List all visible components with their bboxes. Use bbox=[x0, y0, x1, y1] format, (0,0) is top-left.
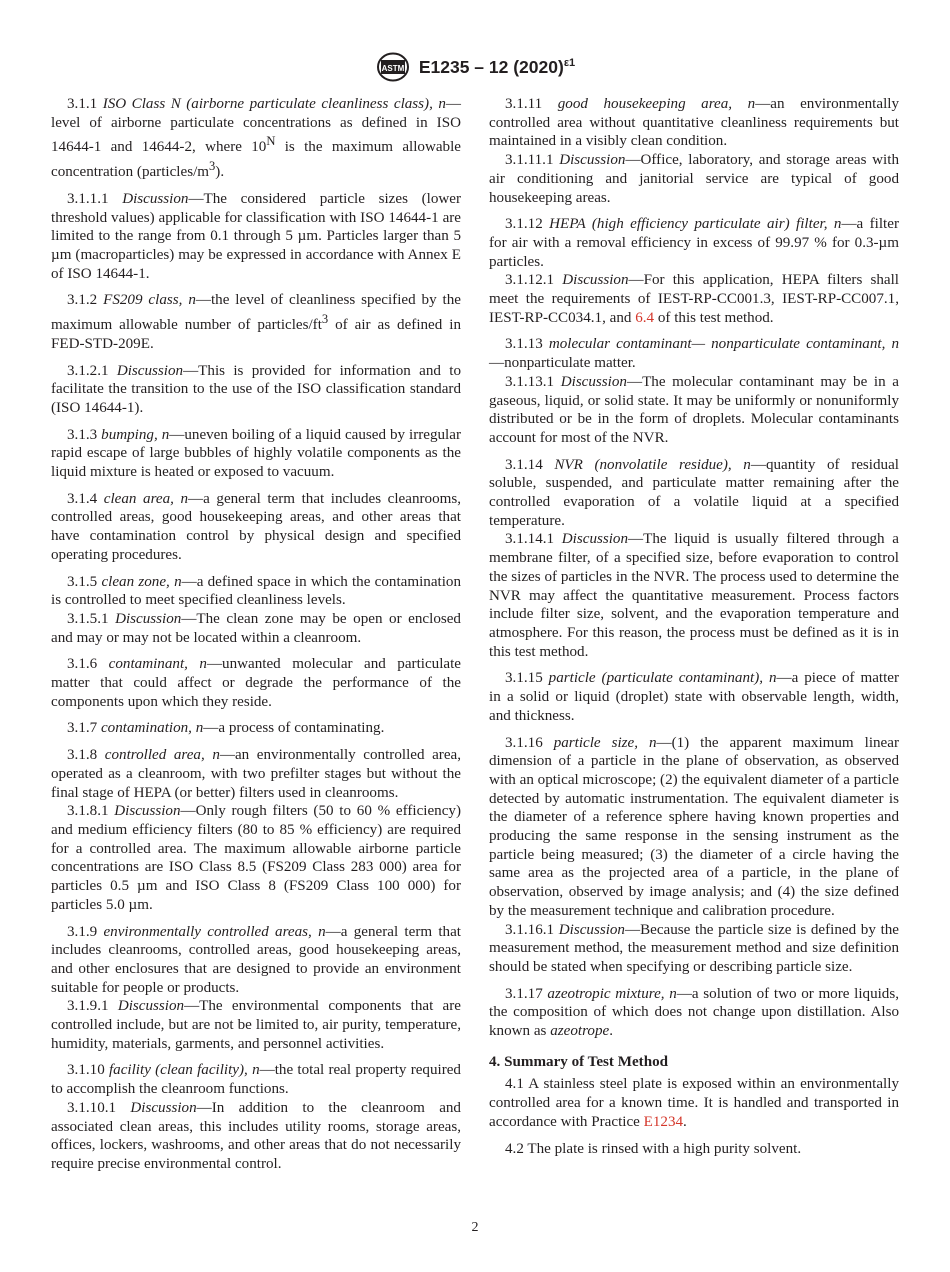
definition-3-1-10-1: 3.1.10.1 Discussion—In addition to the cleanroom and associated clean areas, this includes utility rooms, storage areas, offices, lockers, washrooms, and other areas that do not necessarily require precise environmental control. bbox=[51, 1099, 461, 1172]
definition-3-1-2: 3.1.2 FS209 class, n—the level of cleanliness specified by the maximum allowable number of particles/$ft^3$ of air as defined in FED-STD-209E. bbox=[51, 292, 461, 352]
definition-3-1-16: 3.1.16 particle size, n—(1) the apparent maximum linear dimension of a particle in the plane of observation, as observed with an optical microscope; (2) the equivalent diameter of a particle detected by automatic instrumentation. The equivalent diameter is the diameter of a reference sphere having known properties and producing the same response in the sensing instrument as the particle being measured; (3) the diameter of a circle having the same area as the projected area of a particle, in the plane of observation, observed by image analysis; and (4) the size defined by the measurement technique and calibration procedure. bbox=[489, 734, 899, 919]
definition-3-1-11: 3.1.11 good housekeeping area, n—an environmentally controlled area without quantitative cleanliness requirements but maintained in a visibly clean condition. bbox=[489, 96, 899, 150]
paragraph-4-2: 4.2 The plate is rinsed with a high purity solvent. bbox=[505, 1140, 802, 1157]
definition-3-1-17: 3.1.17 azeotropic mixture, n—a solution of two or more liquids, the composition of which does not change upon distillation. Also known as azeotrope. bbox=[489, 985, 899, 1040]
practice-e1234-link[interactable]: E1234 bbox=[643, 1113, 684, 1130]
definition-3-1-13: 3.1.13 molecular contaminant— nonparticulate contaminant, n—nonparticulate matter. bbox=[489, 336, 899, 372]
definition-3-1-16-1: 3.1.16.1 Discussion—Because the particle size is defined by the measurement method, the measurement method and size definition should be stated when specifying or describing particle size. bbox=[489, 921, 900, 975]
designation-superscript: ε1 bbox=[563, 56, 576, 69]
definition-3-1-5: 3.1.5 clean zone, n—a defined space in which the contamination is controlled to meet specified cleanliness levels. bbox=[51, 573, 462, 609]
definition-3-1-9: 3.1.9 environmentally controlled areas, n—a general term that includes cleanrooms, controlled areas, good housekeeping areas, and other enclosures that are designed to provide an environment suitable for people or products. bbox=[51, 923, 462, 996]
definition-3-1-8: 3.1.8 controlled area, n—an environmentally controlled area, operated as a cleanroom, with two prefilter stages but without the final stage of HEPA (or better) filters used in cleanrooms. bbox=[51, 747, 461, 801]
right-column bbox=[489, 95, 899, 1166]
definition-3-1-3: 3.1.3 bumping, n—uneven boiling of a liquid caused by irregular rapid escape of large bubbles of highly volatile components as the liquid mixture is heated or exposed to vacuum. bbox=[51, 426, 461, 481]
document-designation: E1235 – 12 $(2020)^{\varepsilon 1}$ bbox=[418, 56, 576, 77]
definition-3-1-2-1: 3.1.2.1 Discussion—This is provided for information and to facilitate the transition to the use of the ISO classification standard (ISO 14644-1). bbox=[51, 362, 461, 416]
section-6-4-link[interactable]: 6.4 bbox=[635, 309, 655, 326]
definition-3-1-1: 3.1.1 ISO Class N (airborne particulate cleanliness class), n—level of airborne particulate concentrations as defined in ISO 14644-1 and 14644-2, where $10^N$ is the maximum allowable concentration $(particles/m^3)$. bbox=[51, 96, 461, 181]
definition-3-1-8-1: 3.1.8.1 Discussion—Only rough filters (50 to 60 % efficiency) and medium efficiency filters (80 to 85 % efficiency) are required for a controlled area. The maximum allowable airborne particle concentrations are ISO Class 8.5 (FS209 Class 283 000) area for particles 0.5 µm and ISO Class 8 (FS209 Class 100 000) for particles 5.0 µm. bbox=[51, 803, 461, 913]
definition-3-1-5-1: 3.1.5.1 Discussion—The clean zone may be open or enclosed and may or may not be located within a cleanroom. bbox=[51, 610, 461, 646]
definition-3-1-4: 3.1.4 clean area, n—a general term that includes cleanrooms, controlled areas, good housekeeping areas, and other areas that have contamination control by physical design and specified operating procedures. bbox=[51, 490, 462, 563]
left-column bbox=[51, 95, 461, 1182]
definition-3-1-13-1: 3.1.13.1 Discussion—The molecular contaminant may be in a gaseous, liquid, or solid state. It may be uniformly or nonuniformly distributed or be in the form of droplets. Molecular contaminants account for most of the NVR. bbox=[489, 373, 900, 446]
section-4-heading: 4. Summary of Test Method bbox=[489, 1053, 669, 1070]
definition-3-1-1-1: 3.1.1.1 Discussion—The considered particle sizes (lower threshold values) applicable for classification with ISO 14644-1 are limited to the range from 0.1 through 5 µm. Particles larger than 5 µm (macroparticles) may be expressed in accordance with Annex E of ISO 14644-1. bbox=[51, 190, 461, 282]
definition-3-1-15: 3.1.15 particle (particulate contaminant), n—a piece of matter in a solid or liquid (droplet) state with observable length, width, and thickness. bbox=[489, 670, 900, 724]
definition-3-1-12: 3.1.12 HEPA (high efficiency particulate air) filter, n—a filter for air with a removal efficiency in excess of 99.97 % for 0.3-µm particles. bbox=[489, 216, 899, 270]
paragraph-4-1: 4.1 A stainless steel plate is exposed within an environmentally controlled area for a known time. It is handled and transported in accordance with Practice E1234. bbox=[489, 1076, 899, 1130]
page-header bbox=[0, 52, 950, 82]
definition-3-1-12-1: 3.1.12.1 Discussion—For this application, HEPA filters shall meet the requirements of IEST-RP-CC001.3, IEST-RP-CC007.1, IEST-RP-CC034.1, and 6.4 of this test method. bbox=[489, 272, 899, 326]
definition-3-1-14-1: 3.1.14.1 Discussion—The liquid is usually filtered through a membrane filter, of a specified size, before evaporation to control the sizes of particles in the NVR. The process used to determine the NVR may affect the quantitative measurement. Process factors include filter size, solvent, and the evaporation temperature and atmosphere. For this reason, the process must be defined as it is in this test method. bbox=[489, 531, 899, 660]
definition-3-1-6: 3.1.6 contaminant, n—unwanted molecular and particulate matter that could affect or degrade the performance of the components upon which they reside. bbox=[51, 656, 461, 710]
definition-3-1-11-1: 3.1.11.1 Discussion—Office, laboratory, and storage areas with air conditioning and janitorial service are typical of good housekeeping areas. bbox=[489, 152, 899, 206]
definition-3-1-14: 3.1.14 NVR (nonvolatile residue), n—quantity of residual soluble, suspended, and particulate matter remaining after the controlled evaporation of a volatile liquid at a specified temperature. bbox=[489, 456, 899, 529]
astm-logo-icon bbox=[375, 52, 411, 82]
definition-3-1-7: 3.1.7 contamination, n—a process of contaminating. bbox=[67, 720, 385, 737]
definition-3-1-10: 3.1.10 facility (clean facility), n—the total real property required to accomplish the cleanroom functions. bbox=[51, 1062, 461, 1098]
definition-3-1-9-1: 3.1.9.1 Discussion—The environmental components that are controlled include, but are not be limited to, air purity, temperature, humidity, materials, garments, and personnel activities. bbox=[51, 998, 461, 1052]
logo-text: ASTM bbox=[381, 64, 405, 73]
page-number: 2 bbox=[471, 1220, 479, 1235]
